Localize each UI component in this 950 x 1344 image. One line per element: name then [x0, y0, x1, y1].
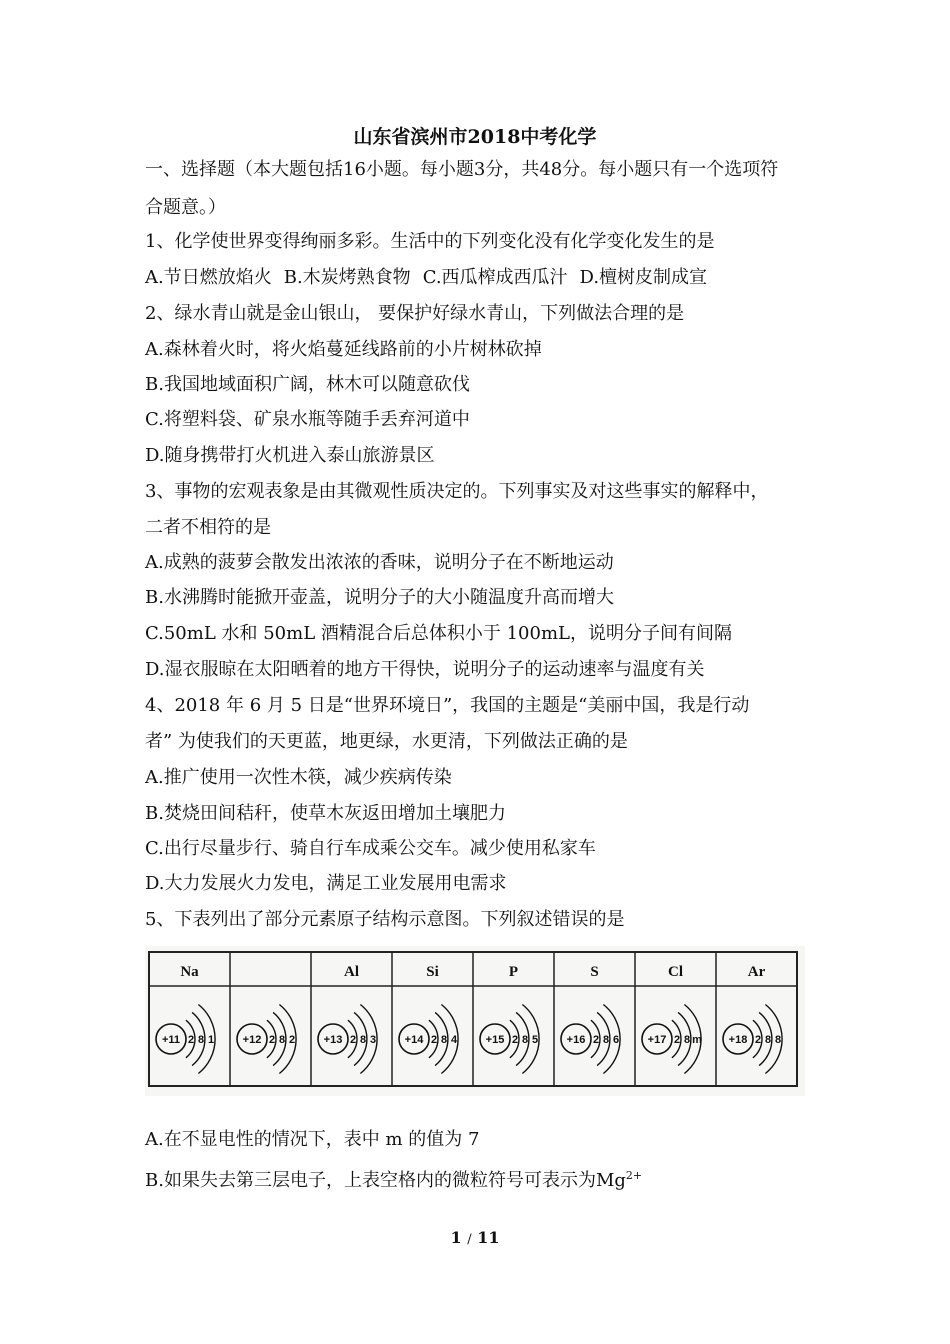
element-symbol: Na	[180, 964, 199, 980]
q4-option-d: D.大力发展火力发电，满足工业发展用电需求	[145, 873, 507, 894]
magnesium-ion-charge: 2+	[625, 1169, 643, 1182]
q5-option-a: A.在不显电性的情况下，表中 m 的值为 7	[145, 1129, 480, 1150]
page-total: 11	[477, 1228, 500, 1247]
magnesium-ion-symbol: Mg	[595, 1170, 626, 1191]
shell-electron-count: m	[692, 1034, 702, 1046]
shell-electron-count: 8	[602, 1034, 610, 1046]
q3-stem-line-2: 二者不相符的是	[145, 517, 271, 538]
shell-electron-count: 4	[450, 1034, 458, 1046]
nucleus-charge: +12	[242, 1034, 262, 1046]
page-separator: /	[467, 1232, 472, 1247]
q1-stem: 1、化学使世界变得绚丽多彩。生活中的下列变化没有化学变化发生的是	[145, 231, 715, 252]
document-title: 山东省滨州市2018中考化学	[353, 126, 597, 148]
q4-option-c: C.出行尽量步行、骑自行车成乘公交车。减少使用私家车	[145, 838, 596, 859]
q2-option-a: A.森林着火时，将火焰蔓延线路前的小片树林砍掉	[145, 339, 542, 360]
element-symbol: Si	[426, 964, 439, 980]
shell-electron-count: 8	[197, 1034, 205, 1046]
q1-option-b: B.木炭烤熟食物	[283, 267, 411, 288]
shell-electron-count: 1	[207, 1034, 215, 1046]
nucleus-charge: +13	[323, 1034, 343, 1046]
shell-electron-count: 2	[430, 1034, 438, 1046]
shell-electron-count: 5	[531, 1034, 539, 1046]
shell-electron-count: 2	[187, 1034, 195, 1046]
nucleus-charge: +15	[485, 1034, 505, 1046]
shell-electron-count: 2	[673, 1034, 681, 1046]
q2-option-b: B.我国地域面积广阔，林木可以随意砍伐	[145, 374, 470, 395]
shell-electron-count: 8	[440, 1034, 448, 1046]
page-number	[0, 1228, 950, 1247]
q3-stem-line-1: 3、事物的宏观表象是由其微观性质决定的。下列事实及对这些事实的解释中，	[145, 481, 769, 502]
q1-options	[145, 266, 707, 290]
q2-option-d: D.随身携带打火机进入泰山旅游景区	[145, 445, 435, 466]
element-symbol: S	[590, 964, 599, 980]
shell-electron-count: 6	[612, 1034, 620, 1046]
element-structure-table	[145, 946, 805, 1096]
atomic-structure-diagram	[145, 946, 805, 1096]
element-symbol: Cl	[668, 964, 683, 980]
q1-option-c: C.西瓜榨成西瓜汁	[422, 267, 568, 288]
section-heading-line-1: 一、选择题（本大题包括16小题。每小题3分，共48分。每小题只有一个选项符	[145, 159, 779, 180]
nucleus-charge: +16	[566, 1034, 586, 1046]
shell-electron-count: 8	[774, 1034, 782, 1046]
q1-option-a: A.节日燃放焰火	[145, 267, 272, 288]
element-symbol: Ar	[747, 964, 766, 980]
shell-electron-count: 2	[288, 1034, 296, 1046]
q2-stem: 2、绿水青山就是金山银山， 要保护好绿水青山，下列做法合理的是	[145, 303, 685, 324]
nucleus-charge: +14	[404, 1034, 424, 1046]
page-current: 1	[450, 1228, 462, 1247]
q3-option-a: A.成熟的菠萝会散发出浓浓的香味，说明分子在不断地运动	[145, 552, 614, 573]
shell-electron-count: 2	[592, 1034, 600, 1046]
element-symbol: Al	[344, 964, 359, 980]
q4-option-b: B.焚烧田间秸秆，使草木灰返田增加土壤肥力	[145, 803, 506, 824]
shell-electron-count: 2	[511, 1034, 519, 1046]
q5-option-b	[145, 1164, 642, 1193]
q4-option-a: A.推广使用一次性木筷，减少疾病传染	[145, 767, 452, 788]
section-heading-line-2: 合题意。）	[145, 197, 226, 218]
shell-electron-count: 8	[764, 1034, 772, 1046]
nucleus-charge: +11	[161, 1034, 181, 1046]
shell-electron-count: 3	[369, 1034, 377, 1046]
shell-electron-count: 8	[683, 1034, 691, 1046]
q5-stem: 5、下表列出了部分元素原子结构示意图。下列叙述错误的是	[145, 909, 625, 930]
shell-electron-count: 8	[521, 1034, 529, 1046]
shell-electron-count: 2	[349, 1034, 357, 1046]
shell-electron-count: 8	[359, 1034, 367, 1046]
shell-electron-count: 2	[754, 1034, 762, 1046]
shell-electron-count: 8	[278, 1034, 286, 1046]
q3-option-c: C.50mL 水和 50mL 酒精混合后总体积小于 100mL，说明分子间有间隔	[145, 623, 732, 644]
shell-electron-count: 2	[268, 1034, 276, 1046]
q5-option-b-text: B.如果失去第三层电子，上表空格内的微粒符号可表示为	[145, 1170, 596, 1191]
q2-option-c: C.将塑料袋、矿泉水瓶等随手丢弃河道中	[145, 409, 470, 430]
q4-stem-line-1: 4、2018 年 6 月 5 日是“世界环境日”，我国的主题是“美丽中国，我是行动	[145, 695, 750, 716]
element-symbol: P	[508, 964, 519, 980]
q3-option-d: D.湿衣服晾在太阳晒着的地方干得快，说明分子的运动速率与温度有关	[145, 659, 705, 680]
q3-option-b: B.水沸腾时能掀开壶盖，说明分子的大小随温度升高而增大	[145, 587, 614, 608]
q4-stem-line-2: 者” 为使我们的天更蓝，地更绿，水更清，下列做法正确的是	[145, 731, 628, 752]
q1-option-d: D.檀树皮制成宣	[579, 267, 708, 288]
nucleus-charge: +18	[728, 1034, 748, 1046]
nucleus-charge: +17	[647, 1034, 667, 1046]
